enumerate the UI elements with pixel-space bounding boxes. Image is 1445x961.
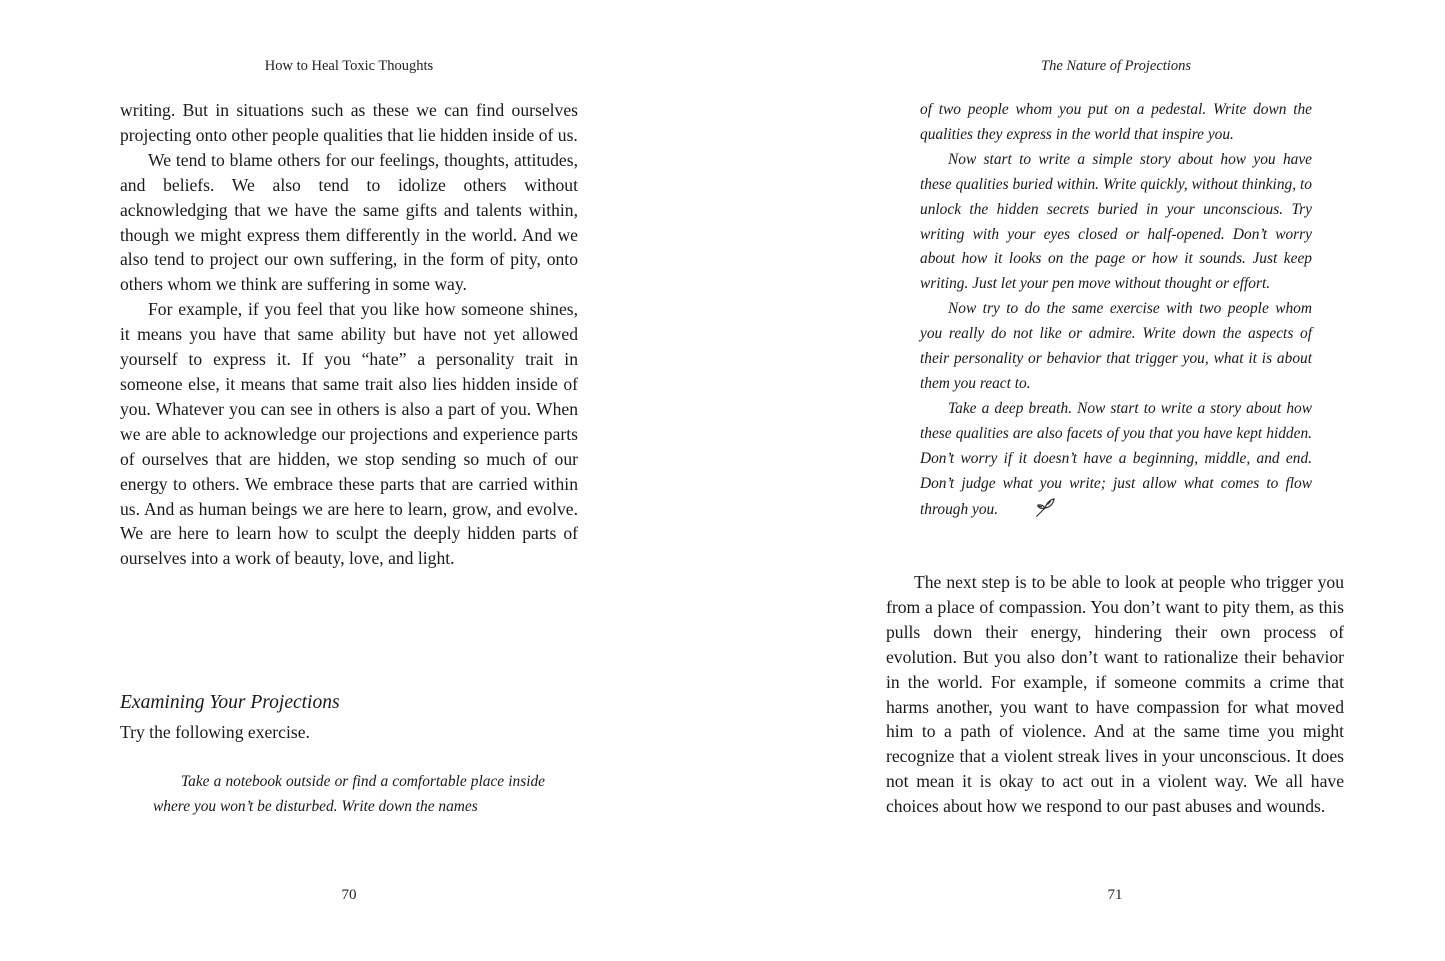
- section-subheading: Examining Your Projections: [120, 692, 340, 713]
- exercise-paragraph-3: Now try to do the same exercise with two people whom you really do not like or admire. Write down the aspects of their personality or behavior that trigger you, what it is about them you react to.: [920, 300, 1312, 392]
- body-paragraph-3: For example, if you feel that you like how someone shines, it means you have that same ability but have not yet allowed yourself to express it. If you “hate” a personality trait in someone else, it means that same trait also lies hidden inside of you. Whatever you can see in others is also a part of you. When we are able to acknowledge our projections and experience parts of ourselves that are hidden, we stop sending so much of our energy to others. We embrace these parts that are carried within us. And as human beings we are here to learn, grow, and evolve. We are here to learn how to sculpt the deeply hidden parts of ourselves into a work of beauty, love, and light.: [120, 299, 578, 569]
- exercise-block-left: [153, 770, 545, 820]
- exercise-paragraph-4: [920, 397, 1312, 523]
- feather-quill-icon: [1006, 497, 1028, 519]
- body-paragraph-2: We tend to blame others for our feelings, thoughts, attitudes, and beliefs. We also tend to idolize others without acknowledging that we have the same gifts and talents within, though we might express them differently in the world. And we also tend to project our own suffering, in the form of pity, onto others whom we think are suffering in some way.: [120, 149, 578, 295]
- page-number-left: 70: [341, 887, 357, 903]
- body-paragraph-1: writing. But in situations such as these we can find ourselves projecting onto other people qualities that lie hidden inside of us.: [120, 100, 578, 145]
- running-head-left: How to Heal Toxic Thoughts: [264, 58, 434, 74]
- page-number-right: 71: [1107, 887, 1123, 903]
- exercise-paragraph: Take a notebook outside or find a comfortable place inside where you won’t be disturbed. Write down the names: [153, 773, 545, 815]
- body-paragraph-right: The next step is to be able to look at people who trigger you from a place of compassion. You don’t want to pity them, as this pulls down their energy, hindering their own process of evolution. But you also don’t want to rationalize their behavior in the world. For example, if someone commits a crime that harms another, you want to have compassion for what moved him to a path of violence. And at the same time you might recognize that a violent streak lives in your unconscious. It does not mean it is okay to act out in a violent way. We all have choices about how we respond to our past abuses and wounds.: [886, 572, 1344, 817]
- exercise-paragraph-4-text: Take a deep breath. Now start to write a story about how these qualities are also facets of you that you have kept hidden. Don’t worry if it doesn’t have a beginning, middle, and end. Don’t judge what you write; just allow what comes to flow through you.: [920, 399, 1312, 518]
- right-page: [722, 0, 1445, 961]
- exercise-paragraph-1: of two people whom you put on a pedestal. Write down the qualities they express in the world that inspire you.: [920, 101, 1312, 143]
- exercise-paragraph-2: Now start to write a simple story about how you have these qualities buried within. Write quickly, without thinking, to unlock the hidden secrets buried in your unconscious. Try writing with your eyes closed or half-opened. Don’t worry about how it looks on the page or how it sounds. Just keep writing. Just let your pen move without thought or effort.: [920, 150, 1312, 293]
- running-head-right: The Nature of Projections: [1041, 58, 1191, 74]
- exercise-lead-in: Try the following exercise.: [120, 722, 310, 742]
- body-text-left: [120, 98, 578, 571]
- body-text-right: [886, 570, 1344, 819]
- left-page: [0, 0, 722, 961]
- exercise-block-right: [920, 98, 1312, 522]
